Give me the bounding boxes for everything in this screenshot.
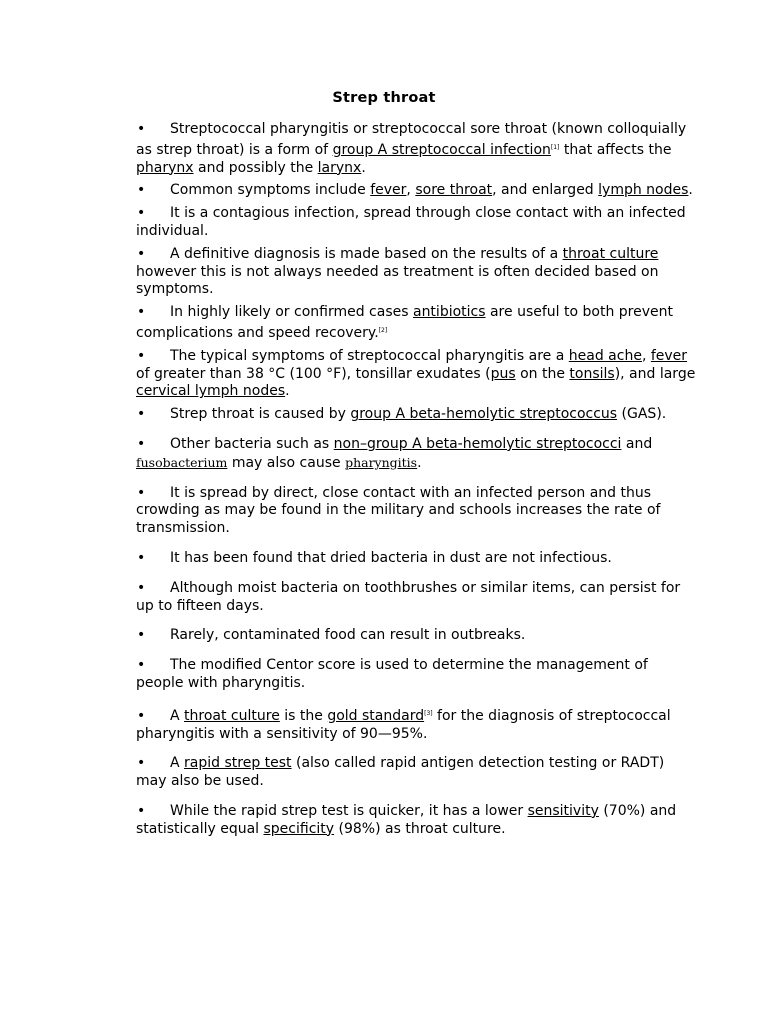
text-run: .	[417, 454, 422, 471]
hyperlink[interactable]: sensitivity	[527, 802, 599, 819]
text-run: that affects the	[559, 141, 672, 158]
list-item-cause	[136, 406, 696, 424]
bullet-marker: •	[137, 435, 146, 452]
bullet-marker: •	[137, 549, 146, 566]
hyperlink[interactable]: fever	[370, 182, 407, 199]
text-run: ), and large	[614, 365, 696, 382]
bullet-marker: •	[137, 579, 146, 596]
text-run: and	[621, 435, 653, 452]
hyperlink[interactable]: group A streptococcal infection	[332, 141, 551, 158]
hyperlink[interactable]: group A beta-hemolytic streptococcus	[350, 406, 618, 423]
text-run: is the	[279, 707, 328, 724]
bullet-marker: •	[137, 484, 146, 501]
list-item-antibiotics	[136, 304, 696, 343]
bullet-marker: •	[137, 347, 146, 364]
text-run: While the rapid strep test is quicker, it has a lower	[170, 802, 528, 819]
text-run: ,	[641, 347, 651, 364]
bullet-marker: •	[137, 755, 146, 772]
text-run: (70%) and statistically equal	[136, 802, 677, 837]
list-item-rapid-test	[136, 755, 696, 791]
text-run: and possibly the	[193, 159, 318, 176]
hyperlink[interactable]: gold standard	[327, 707, 425, 724]
hyperlink[interactable]: fusobacterium	[136, 454, 228, 470]
text-run: for the diagnosis of streptococcal pharyngitis with a sensitivity of 90—95%.	[136, 707, 671, 742]
text-run: It is a contagious infection, spread through close contact with an infected individual.	[136, 205, 686, 239]
text-run: ,	[406, 182, 416, 199]
bullet-marker: •	[137, 205, 146, 222]
text-run: Rarely, contaminated food can result in outbreaks.	[170, 627, 526, 644]
list-item-diagnosis	[136, 246, 696, 299]
bullet-marker: •	[137, 406, 146, 423]
text-run: In highly likely or confirmed cases	[170, 304, 413, 321]
text-run: are useful to both prevent complications and speed recovery.	[136, 304, 673, 341]
text-run: The typical symptoms of streptococcal pharyngitis are a	[170, 347, 569, 364]
list-item-centor	[136, 657, 696, 693]
document-title: Strep throat	[332, 90, 436, 106]
bullet-marker: •	[137, 245, 146, 262]
hyperlink[interactable]: fever	[650, 347, 688, 364]
text-run: .	[361, 159, 366, 176]
hyperlink[interactable]: cervical lymph nodes	[136, 383, 286, 400]
text-run: of greater than 38 °C (100 °F), tonsillar exudates (	[136, 365, 491, 382]
citation-ref[interactable]: [2]	[378, 326, 388, 334]
text-run: A	[170, 707, 185, 724]
text-run: (GAS).	[617, 406, 667, 423]
text-run: A definitive diagnosis is made based on the results of a	[170, 245, 563, 262]
bullet-marker: •	[137, 802, 146, 819]
hyperlink[interactable]: pus	[490, 365, 516, 382]
list-item-dried-bacteria	[136, 550, 696, 568]
hyperlink[interactable]: tonsils	[569, 365, 615, 382]
text-run: A	[170, 755, 185, 772]
list-item-symptoms	[136, 182, 696, 200]
bullet-list	[136, 121, 696, 851]
bullet-marker: •	[137, 121, 146, 137]
hyperlink[interactable]: pharynx	[136, 159, 194, 176]
hyperlink[interactable]: throat culture	[184, 707, 280, 724]
text-run: Streptococcal pharyngitis or streptococcal sore throat (known colloquially as strep throat) is a form of	[136, 121, 687, 158]
citation-ref[interactable]: [3]	[424, 709, 433, 717]
text-run: (also called rapid antigen detection testing or RADT) may also be used.	[136, 755, 665, 790]
text-run: , and enlarged	[492, 182, 599, 199]
bullet-marker: •	[137, 627, 146, 644]
list-item-gold-standard	[136, 705, 696, 744]
list-item-moist-bacteria	[136, 580, 696, 616]
bullet-marker: •	[137, 304, 146, 321]
text-run: (98%) as throat culture.	[334, 820, 506, 837]
hyperlink[interactable]: larynx	[317, 159, 362, 176]
hyperlink[interactable]: throat culture	[562, 245, 659, 262]
text-run: .	[688, 182, 693, 199]
hyperlink[interactable]: lymph nodes	[598, 182, 689, 199]
list-item-contagious	[136, 205, 696, 241]
text-run: The modified Centor score is used to determine the management of people with pharyngitis.	[136, 657, 648, 691]
bullet-marker: •	[137, 657, 146, 674]
hyperlink[interactable]: sore throat	[415, 182, 493, 199]
text-run: Common symptoms include	[170, 182, 371, 199]
text-run: It is spread by direct, close contact with an infected person and thus crowding as may be found in the military and schools increases the rate of transmission.	[136, 484, 661, 537]
hyperlink[interactable]: non–group A beta-hemolytic streptococci	[333, 435, 622, 452]
text-run: .	[285, 383, 290, 400]
hyperlink[interactable]: pharyngitis	[345, 454, 418, 470]
bullet-marker: •	[137, 707, 146, 724]
citation-ref[interactable]: [1]	[550, 143, 560, 151]
list-item-definition	[136, 121, 696, 177]
hyperlink[interactable]: head ache	[568, 347, 642, 364]
text-run: may also cause	[227, 454, 346, 471]
list-item-spread	[136, 485, 696, 538]
hyperlink[interactable]: specificity	[263, 820, 335, 837]
list-item-other-bacteria	[136, 436, 696, 473]
list-item-sensitivity	[136, 803, 696, 839]
hyperlink[interactable]: rapid strep test	[184, 755, 292, 772]
hyperlink[interactable]: antibiotics	[412, 304, 486, 321]
text-run: Other bacteria such as	[170, 435, 334, 452]
bullet-marker: •	[137, 182, 146, 199]
text-run: It has been found that dried bacteria in dust are not infectious.	[170, 549, 612, 566]
list-item-typical-symptoms	[136, 348, 696, 401]
text-run: however this is not always needed as treatment is often decided based on symptoms.	[136, 263, 659, 298]
text-run: Although moist bacteria on toothbrushes or similar items, can persist for up to fifteen days.	[136, 579, 681, 614]
text-run: on the	[515, 365, 570, 382]
list-item-food	[136, 627, 696, 645]
text-run: Strep throat is caused by	[170, 406, 351, 423]
